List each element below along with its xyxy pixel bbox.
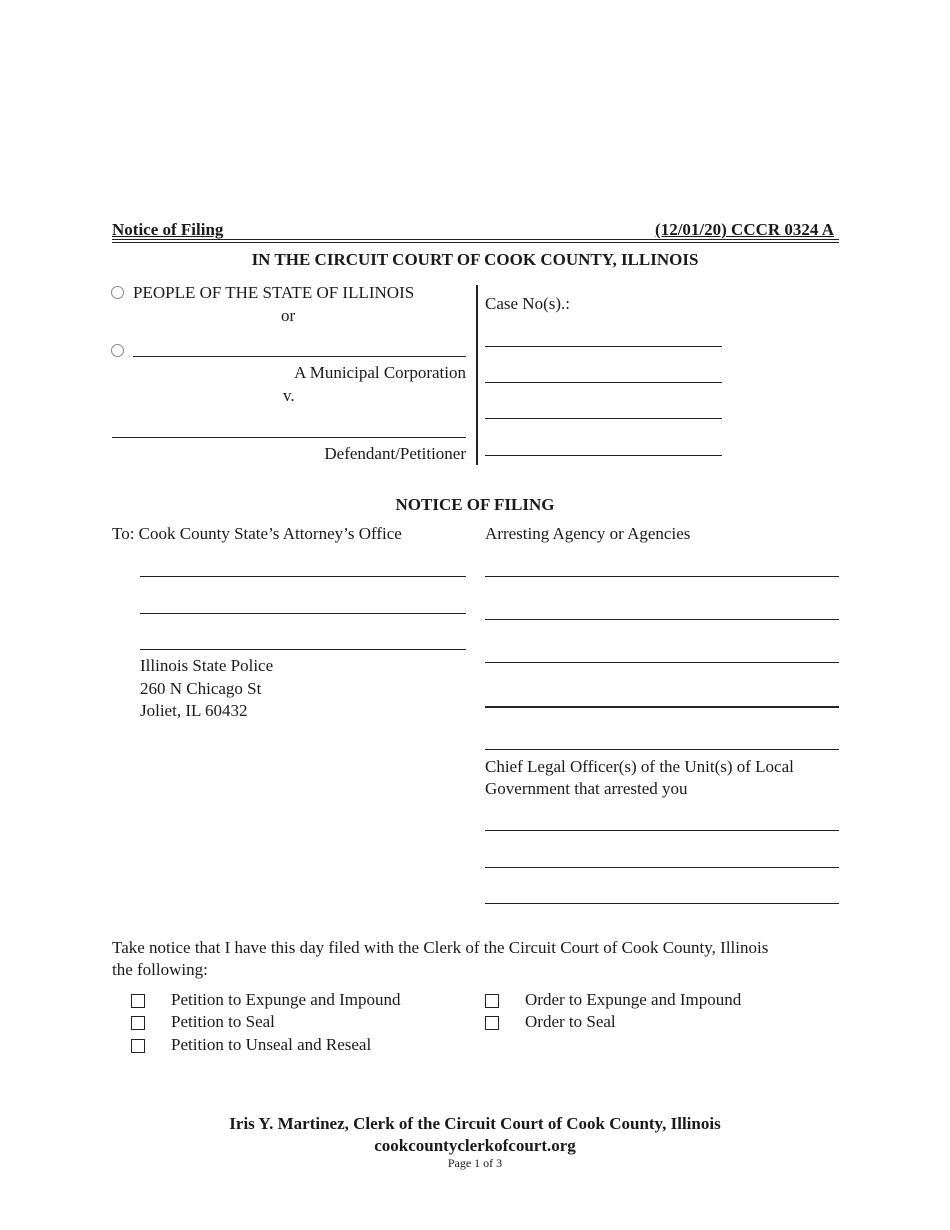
case-number-field-1[interactable] (485, 346, 722, 347)
states-attorney-field-3[interactable] (140, 649, 466, 650)
or-text: or (281, 306, 296, 325)
order-seal-checkbox[interactable] (485, 1016, 499, 1030)
page-number: Page 1 of 3 (447, 1156, 503, 1170)
clerk-website: cookcountyclerkofcourt.org (374, 1136, 576, 1155)
isp-street: 260 N Chicago St (140, 679, 262, 698)
chief-legal-officer-field-2[interactable] (485, 867, 839, 868)
petition-seal-label: Petition to Seal (171, 1012, 275, 1031)
case-number-field-4[interactable] (485, 455, 722, 456)
form-code: (12/01/20) CCCR 0324 A (655, 220, 834, 239)
chief-legal-officer-line1: Chief Legal Officer(s) of the Unit(s) of Local (485, 757, 794, 776)
isp-city: Joliet, IL 60432 (140, 701, 248, 720)
chief-legal-officer-line2: Government that arrested you (485, 779, 688, 798)
defendant-name-field[interactable] (112, 437, 466, 438)
isp-name: Illinois State Police (140, 656, 274, 675)
clerk-name: Iris Y. Martinez, Clerk of the Circuit Court of Cook County, Illinois (229, 1114, 721, 1133)
header-rule-bottom (112, 242, 839, 243)
notice-title: NOTICE OF FILING (395, 495, 555, 514)
header-rule-top (112, 239, 839, 240)
arresting-agency-field-4[interactable] (485, 706, 839, 708)
case-number-label: Case No(s).: (485, 294, 570, 313)
order-seal-label: Order to Seal (525, 1012, 616, 1031)
arresting-agency-field-2[interactable] (485, 619, 839, 620)
municipal-corporation-label: A Municipal Corporation (294, 363, 466, 382)
filing-statement-line2: the following: (112, 960, 208, 979)
order-expunge-checkbox[interactable] (485, 994, 499, 1008)
petition-expunge-checkbox[interactable] (131, 994, 145, 1008)
filing-statement-line1: Take notice that I have this day filed with the Clerk of the Circuit Court of Cook County, Illinois (112, 938, 769, 957)
order-expunge-label: Order to Expunge and Impound (525, 990, 742, 1009)
chief-legal-officer-field-1[interactable] (485, 830, 839, 831)
case-number-field-2[interactable] (485, 382, 722, 383)
petition-unseal-reseal-label: Petition to Unseal and Reseal (171, 1035, 372, 1054)
chief-legal-officer-field-3[interactable] (485, 903, 839, 904)
municipality-radio[interactable] (111, 344, 124, 357)
petition-expunge-label: Petition to Expunge and Impound (171, 990, 401, 1009)
arresting-agency-field-1[interactable] (485, 576, 839, 577)
states-attorney-field-1[interactable] (140, 576, 466, 577)
states-attorney-field-2[interactable] (140, 613, 466, 614)
municipality-name-field[interactable] (133, 356, 466, 357)
form-title: Notice of Filing (112, 220, 224, 239)
petition-seal-checkbox[interactable] (131, 1016, 145, 1030)
case-number-field-3[interactable] (485, 418, 722, 419)
petition-unseal-reseal-checkbox[interactable] (131, 1039, 145, 1053)
arresting-agency-field-5[interactable] (485, 749, 839, 750)
arresting-agency-field-3[interactable] (485, 662, 839, 663)
versus-text: v. (283, 386, 295, 405)
defendant-label: Defendant/Petitioner (324, 444, 466, 463)
to-label: To: Cook County State’s Attorney’s Office (112, 524, 402, 543)
people-label: PEOPLE OF THE STATE OF ILLINOIS (133, 283, 415, 302)
court-title: IN THE CIRCUIT COURT OF COOK COUNTY, ILLINOIS (251, 250, 699, 269)
arresting-agency-label: Arresting Agency or Agencies (485, 524, 691, 543)
caption-divider (476, 285, 478, 465)
people-radio[interactable] (111, 286, 124, 299)
